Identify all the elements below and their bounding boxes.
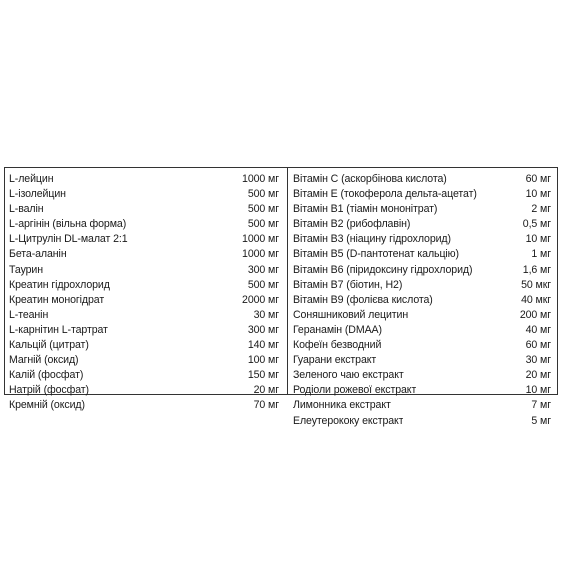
ingredient-amount: 300 мг	[247, 323, 279, 336]
ingredient-amount: 10 мг	[525, 188, 551, 201]
ingredient-amount: 7 мг	[531, 399, 551, 412]
ingredient-amount: 500 мг	[247, 188, 279, 201]
ingredient-name: Вітамін В3 (ніацину гідрохлорид)	[293, 233, 451, 246]
ingredient-row	[9, 232, 279, 247]
ingredient-name: L-карнітин L-тартрат	[9, 323, 108, 336]
ingredient-amount: 150 мг	[247, 369, 279, 382]
ingredient-row	[293, 338, 551, 353]
ingredient-name: Кремній (оксид)	[9, 399, 85, 412]
ingredient-row	[293, 308, 551, 323]
ingredient-row	[9, 187, 279, 202]
ingredient-row	[293, 353, 551, 368]
ingredient-row	[9, 308, 279, 323]
ingredient-amount: 40 мг	[525, 323, 551, 336]
ingredient-row	[293, 217, 551, 232]
ingredient-amount: 20 мг	[253, 384, 279, 397]
ingredient-name: Геранамін (DMAA)	[293, 323, 382, 336]
ingredient-row	[293, 263, 551, 278]
ingredient-name: Соняшниковий лецитин	[293, 308, 409, 321]
ingredient-name: Вітамін В9 (фолієва кислота)	[293, 293, 433, 306]
ingredient-name: L-аргінін (вільна форма)	[9, 218, 127, 231]
ingredient-name: Магній (оксид)	[9, 354, 79, 367]
ingredient-amount: 30 мг	[253, 308, 279, 321]
ingredient-name: Калій (фосфат)	[9, 369, 84, 382]
ingredient-amount: 60 мг	[525, 173, 551, 185]
ingredient-amount: 500 мг	[247, 278, 279, 291]
ingredient-amount: 200 мг	[519, 308, 551, 321]
ingredient-amount: 1,6 мг	[522, 263, 551, 276]
ingredient-name: Лимонника екстракт	[293, 399, 391, 412]
ingredient-amount: 500 мг	[247, 203, 279, 216]
ingredient-name: Вітамін В5 (D-пантотенат кальцію)	[293, 248, 459, 261]
ingredient-amount: 60 мг	[525, 339, 551, 352]
ingredients-table	[4, 167, 558, 427]
ingredient-amount: 1 мг	[531, 248, 551, 261]
ingredient-name: Вітамін В1 (тіамін мононітрат)	[293, 203, 438, 216]
ingredient-amount: 10 мг	[525, 384, 551, 397]
ingredient-row	[9, 263, 279, 278]
ingredient-row	[293, 414, 551, 429]
left-column	[5, 168, 288, 412]
ingredient-row	[293, 383, 551, 398]
ingredient-name: Бета-аланін	[9, 248, 67, 261]
ingredient-name: L-теанін	[9, 308, 49, 321]
ingredient-name: L-ізолейцин	[9, 188, 66, 201]
ingredient-amount: 1000 мг	[242, 233, 279, 246]
ingredient-amount: 1000 мг	[242, 173, 279, 185]
ingredient-name: L-лейцин	[9, 173, 54, 185]
ingredient-row	[293, 293, 551, 308]
ingredient-amount: 0,5 мг	[522, 218, 551, 231]
ingredient-name: Зеленого чаю екстракт	[293, 369, 404, 382]
ingredient-name: Вітамін В6 (піридоксину гідрохлорид)	[293, 263, 473, 276]
ingredient-row	[9, 353, 279, 368]
ingredient-row	[293, 368, 551, 383]
ingredient-row	[9, 202, 279, 217]
ingredient-name: Таурин	[9, 263, 44, 276]
ingredient-name: Натрій (фосфат)	[9, 384, 89, 397]
ingredient-name: Вітамін В7 (біотин, Н2)	[293, 278, 403, 291]
ingredient-name: L-валін	[9, 203, 44, 216]
ingredient-amount: 70 мг	[253, 399, 279, 412]
ingredient-name: Вітамін В2 (рибофлавін)	[293, 218, 411, 231]
ingredient-amount: 10 мг	[525, 233, 551, 246]
ingredient-name: Елеутерококу екстракт	[293, 414, 404, 427]
ingredient-name: L-Цитрулін DL-малат 2:1	[9, 233, 128, 246]
ingredient-row	[293, 172, 551, 187]
ingredient-amount: 40 мкг	[521, 293, 551, 306]
ingredient-amount: 300 мг	[247, 263, 279, 276]
ingredient-amount: 140 мг	[247, 339, 279, 352]
ingredient-row	[9, 398, 279, 413]
ingredient-row	[293, 278, 551, 293]
ingredient-row	[9, 293, 279, 308]
ingredient-amount: 50 мкг	[521, 278, 551, 291]
ingredient-amount: 100 мг	[247, 354, 279, 367]
ingredient-amount: 5 мг	[531, 414, 551, 427]
right-column	[288, 168, 557, 427]
ingredient-amount: 500 мг	[247, 218, 279, 231]
ingredient-row	[293, 232, 551, 247]
ingredient-amount: 30 мг	[525, 354, 551, 367]
ingredient-row	[9, 247, 279, 262]
ingredient-name: Кофеїн безводний	[293, 339, 382, 352]
ingredient-row	[293, 247, 551, 262]
ingredient-name: Гуарани екстракт	[293, 354, 377, 367]
ingredient-row	[9, 278, 279, 293]
ingredient-amount: 1000 мг	[242, 248, 279, 261]
ingredient-name: Креатин гідрохлорид	[9, 278, 110, 291]
ingredient-row	[293, 187, 551, 202]
ingredient-row	[293, 398, 551, 413]
ingredient-name: Креатин моногідрат	[9, 293, 105, 306]
ingredient-name: Вітамін С (аскорбінова кислота)	[293, 173, 447, 185]
ingredient-row	[9, 338, 279, 353]
ingredient-amount: 20 мг	[525, 369, 551, 382]
ingredient-row	[9, 368, 279, 383]
ingredient-name: Кальцій (цитрат)	[9, 339, 89, 352]
ingredient-row	[293, 202, 551, 217]
ingredient-amount: 2 мг	[531, 203, 551, 216]
ingredient-row	[9, 217, 279, 232]
ingredient-row	[293, 323, 551, 338]
ingredient-amount: 2000 мг	[242, 293, 279, 306]
ingredient-name: Родіоли рожевої екстракт	[293, 384, 417, 397]
ingredient-row	[9, 172, 279, 187]
ingredient-row	[9, 323, 279, 338]
ingredient-row	[9, 383, 279, 398]
ingredient-name: Вітамін Е (токоферола дельта-ацетат)	[293, 188, 477, 201]
